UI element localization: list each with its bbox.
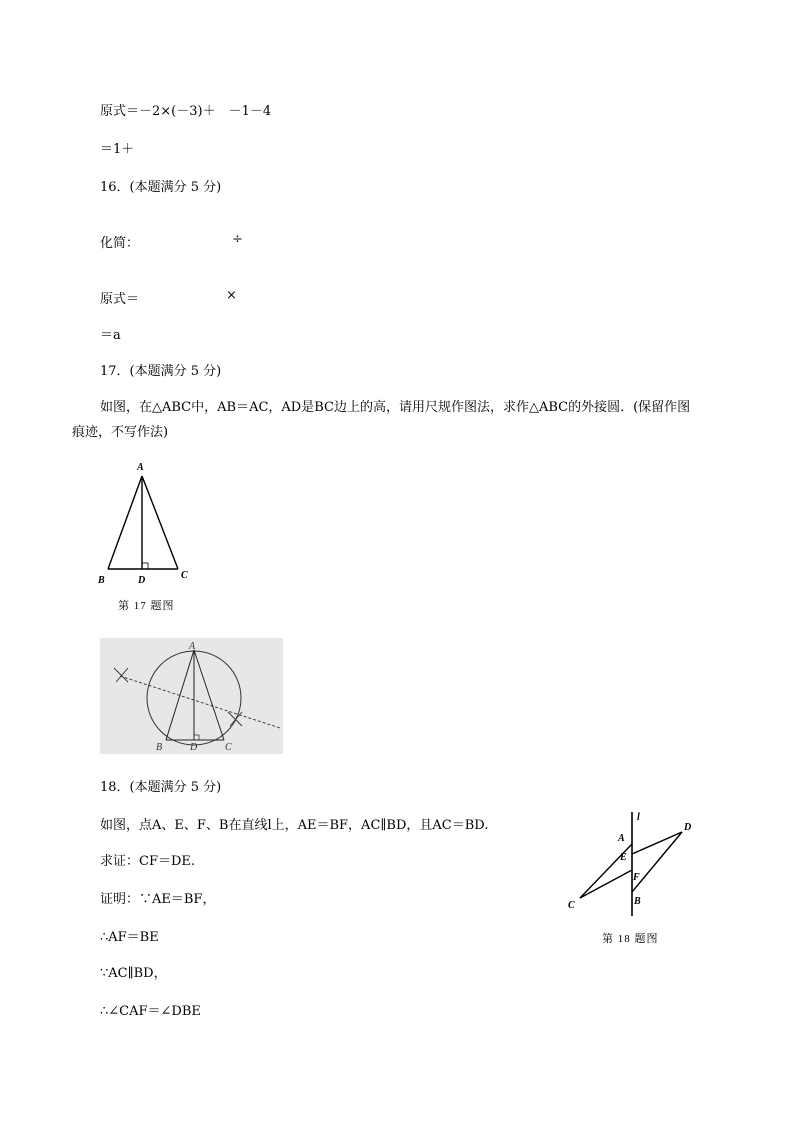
figure-18-drawing	[562, 808, 702, 953]
fig18-caption: 第 18 题图	[602, 933, 659, 945]
fig18-label-F: F	[633, 872, 640, 883]
fig17s-label-A: A	[189, 641, 196, 652]
question-18-text: 如图，点A、E、F、B在直线l上，AE＝BF，AC∥BD，且AC＝BD.	[100, 818, 489, 833]
question-18-heading: 18．(本题满分 5 分)	[100, 780, 222, 795]
question-17-heading: 17．(本题满分 5 分)	[100, 364, 222, 379]
fig17s-label-D: D	[190, 742, 198, 753]
proof-line-3: ∵AC∥BD，	[100, 966, 167, 981]
question-17-text-line2: 痕迹，不写作法)	[72, 425, 169, 440]
fig18-label-D: D	[684, 822, 692, 833]
proof-line-1: 证明：∵AE＝BF，	[100, 892, 216, 907]
result-equals-a: ＝a	[100, 328, 121, 343]
fig17s-label-C: C	[225, 742, 232, 753]
proof-line-4: ∴∠CAF＝∠DBE	[100, 1004, 201, 1019]
figure-17-drawing	[92, 456, 202, 616]
line-original-expression: 原式＝－2×(－3)＋ －1－4	[100, 104, 272, 119]
fig17-caption: 第 17 题图	[118, 600, 175, 612]
fig17-label-D: D	[138, 575, 146, 586]
fig18-label-l: l	[637, 812, 640, 823]
fig18-label-E: E	[620, 852, 627, 863]
multiply-sign: ×	[226, 288, 237, 303]
division-sign: ÷	[232, 232, 243, 247]
figure-18	[562, 808, 702, 953]
proof-line-2: ∴AF＝BE	[100, 930, 159, 945]
prove-statement: 求证：CF＝DE.	[100, 854, 196, 869]
fig18-label-C: C	[568, 900, 575, 911]
fig17-label-A: A	[137, 462, 144, 473]
fig18-label-B: B	[634, 896, 641, 907]
simplify-label: 化简：	[100, 236, 140, 251]
figure-17-solution-drawing	[100, 638, 283, 754]
line-equals-1-plus: ＝1＋	[100, 142, 135, 157]
figure-17	[92, 456, 202, 616]
question-16-heading: 16．(本题满分 5 分)	[100, 180, 222, 195]
question-17-text-line1: 如图，在△ABC中，AB＝AC，AD是BC边上的高，请用尺规作图法，求作△ABC的外接圆．(保留作图	[100, 400, 691, 415]
original-label: 原式＝	[100, 292, 140, 307]
figure-17-solution	[100, 638, 283, 754]
fig18-label-A: A	[618, 833, 625, 844]
fig17-label-B: B	[98, 575, 105, 586]
fig17-label-C: C	[181, 570, 188, 581]
fig17s-label-B: B	[156, 742, 163, 753]
